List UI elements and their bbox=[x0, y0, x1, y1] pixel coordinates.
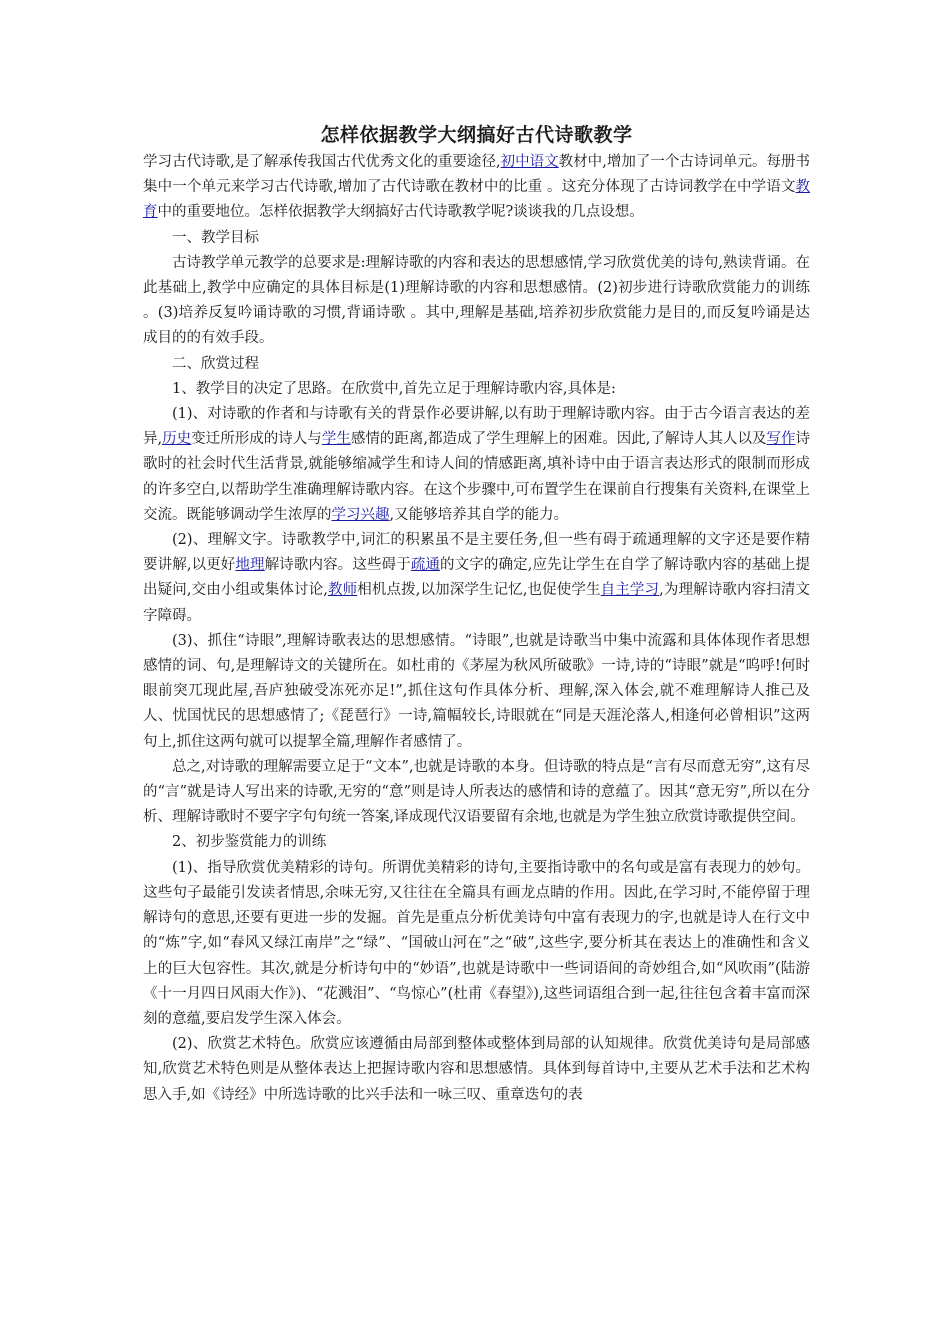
text-run: 总之,对诗歌的理解需要立足于“文本”,也就是诗歌的本身。但诗歌的特点是“言有尽而意无穷”,这有尽的“言”就是诗人写出来的诗歌,无穷的“意”则是诗人所表达的感情和诗的意蕴了。因其“意无穷”,所以在分析、理解诗歌时不要字字句句统一答案,译成现代汉语要留有余地,也就是为学生独立欣赏诗歌提供空间。 bbox=[143, 758, 810, 826]
document-title: 怎样依据教学大纲搞好古代诗歌教学 bbox=[320, 124, 633, 146]
text-run: (1)、指导欣赏优美精彩的诗句。所谓优美精彩的诗句,主要指诗歌中的名句或是富有表现力的妙句。这些句子最能引发读者情思,余味无穷,又往往在全篇具有画龙点睛的作用。因此,在学习时,不能停留于理解诗句的意思,还要有更进一步的发掘。首先是重点分析优美诗句中富有表现力的字,也就是诗人在行文中的“炼”字,如“春风又绿江南岸”之“绿”、“国破山河在”之“破”,这些字,要分析其在表达上的准确性和含义上的巨大包容性。其次,就是分析诗句中的“妙语”,也就是诗歌中一些词语间的奇妙组合,如“风吹雨”(陆游《十一月四日风雨大作》)、“花溅泪”、“鸟惊心”(杜甫《春望》),这些词语组合到一起,往往包含着丰富而深刻的意蕴,要启发学生深入体会。 bbox=[143, 859, 810, 1027]
text-run: 一、教学目标 bbox=[172, 229, 259, 246]
inline-link[interactable]: 学习兴趣 bbox=[331, 506, 390, 523]
paragraph-summary bbox=[143, 755, 810, 831]
paragraph-fine-lines bbox=[143, 856, 810, 1032]
section-heading-teaching-goals bbox=[143, 226, 810, 251]
text-run: (3)、抓住“诗眼”,理解诗歌表达的思想感情。“诗眼”,也就是诗歌当中集中流露和具体体现作者思想感情的词、句,是理解诗文的关键所在。如杜甫的《茅屋为秋风所破歌》一诗,诗的“诗眼”就是“呜呼!何时眼前突兀现此屋,吾庐独破受冻死亦足!”,抓住这句作具体分析、理解,深入体会,就不难理解诗人推己及人、忧国忧民的思想感情了;《琵琶行》一诗,篇幅较长,诗眼就在“同是天涯沦落人,相逢何必曾相识”这两句上,抓住这两句就可以提挈全篇,理解作者感情了。 bbox=[143, 632, 810, 750]
inline-link[interactable]: 自主学习 bbox=[600, 582, 660, 599]
text-run: 相机点拨,以加深学生记忆,也促使学生 bbox=[357, 582, 601, 599]
text-run: 解诗歌内容。这些碍于 bbox=[264, 557, 411, 574]
document-page bbox=[143, 122, 810, 1108]
paragraph-artistic-features bbox=[143, 1032, 810, 1108]
text-run: (2)、理解文字。诗歌教学中,词汇的积累虽不是主要任务,但一些有碍于疏通理解的文字还是要作精要讲解,以更好 bbox=[143, 532, 810, 574]
inline-link[interactable]: 教育 bbox=[143, 179, 810, 221]
text-run: 感情的距离,都造成了学生理解上的困难。因此,了解诗人其人以及 bbox=[350, 431, 767, 448]
text-run: 2、初步鉴赏能力的训练 bbox=[172, 834, 327, 851]
text-run: (2)、欣赏艺术特色。欣赏应该遵循由局部到整体或整体到局部的认知规律。欣赏优美诗句是局部感知,欣赏艺术特色则是从整体表达上把握诗歌内容和思想感情。具体到每首诗中,主要从艺术手法和艺术构思入手,如《诗经》中所选诗歌的比兴手法和一咏三叹、重章迭句的表 bbox=[143, 1036, 810, 1103]
section-heading-appreciation-process bbox=[143, 352, 810, 377]
text-run: 的文字的确定,应先让学生在自学了解诗歌内容的基础上提出疑问,交由小组或集体讨论, bbox=[143, 557, 811, 599]
paragraph-intro bbox=[143, 150, 810, 226]
inline-link[interactable]: 教师 bbox=[327, 582, 358, 599]
text-run: 二、欣赏过程 bbox=[172, 355, 259, 372]
inline-link[interactable]: 学生 bbox=[321, 431, 351, 448]
inline-link[interactable]: 地理 bbox=[235, 557, 265, 574]
paragraph-goals bbox=[143, 251, 810, 352]
text-run: 教材中,增加了一个古诗词单元。每册书集中一个单元来学习古代诗歌,增加了古代诗歌在教材中的比重 。这充分体现了古诗词教学在中学语文 bbox=[143, 154, 811, 196]
document-body bbox=[143, 150, 810, 1108]
text-run: 1、教学目的决定了思路。在欣赏中,首先立足于理解诗歌内容,具体是: bbox=[172, 380, 616, 397]
text-run: ,为理解诗歌内容扫清文字障碍。 bbox=[143, 582, 811, 624]
text-run: 变迁所形成的诗人与 bbox=[191, 431, 322, 448]
text-run: 中的重要地位。怎样依据教学大纲搞好古代诗歌教学呢?谈谈我的几点设想。 bbox=[157, 204, 644, 221]
text-run: 古诗教学单元教学的总要求是:理解诗歌的内容和表达的思想感情,学习欣赏优美的诗句,熟读背诵。在此基础上,教学中应确定的具体目标是(1)理解诗歌的内容和思想感情。(2)初步进行诗歌欣赏能力的训练 。(3)培养反复吟诵诗歌的习惯,背诵诗歌 。其中,理解是基础,培养初步欣赏能力是目的,而反复吟诵是达成目的的有效手段。 bbox=[143, 254, 810, 347]
paragraph-poem-eye bbox=[143, 629, 810, 755]
text-run: 诗歌时的社会时代生活背景,就能够缩减学生和诗人间的情感距离,填补诗中由于语言表达形式的限制而形成的许多空白,以帮助学生准确理解诗歌内容。在这个步骤中,可布置学生在课前自行搜集有关资料,在课堂上交流。既能够调动学生浓厚的 bbox=[143, 431, 811, 523]
text-run: ,又能够培养其自学的能力。 bbox=[389, 506, 569, 523]
paragraph-author-background bbox=[143, 402, 810, 528]
inline-link[interactable]: 写作 bbox=[766, 431, 796, 448]
text-run: (1)、对诗歌的作者和与诗歌有关的背景作必要讲解,以有助于理解诗歌内容。由于古今语言表达的差异, bbox=[143, 406, 810, 448]
text-run: 学习古代诗歌,是了解承传我国古代优秀文化的重要途径, bbox=[143, 154, 501, 170]
inline-link[interactable]: 疏通 bbox=[410, 557, 441, 574]
subheading-teaching-purpose bbox=[143, 377, 810, 402]
inline-link[interactable]: 初中语文 bbox=[500, 154, 559, 170]
paragraph-understand-words bbox=[143, 528, 810, 629]
inline-link[interactable]: 历史 bbox=[162, 431, 192, 448]
subheading-appreciation-training bbox=[143, 830, 810, 855]
